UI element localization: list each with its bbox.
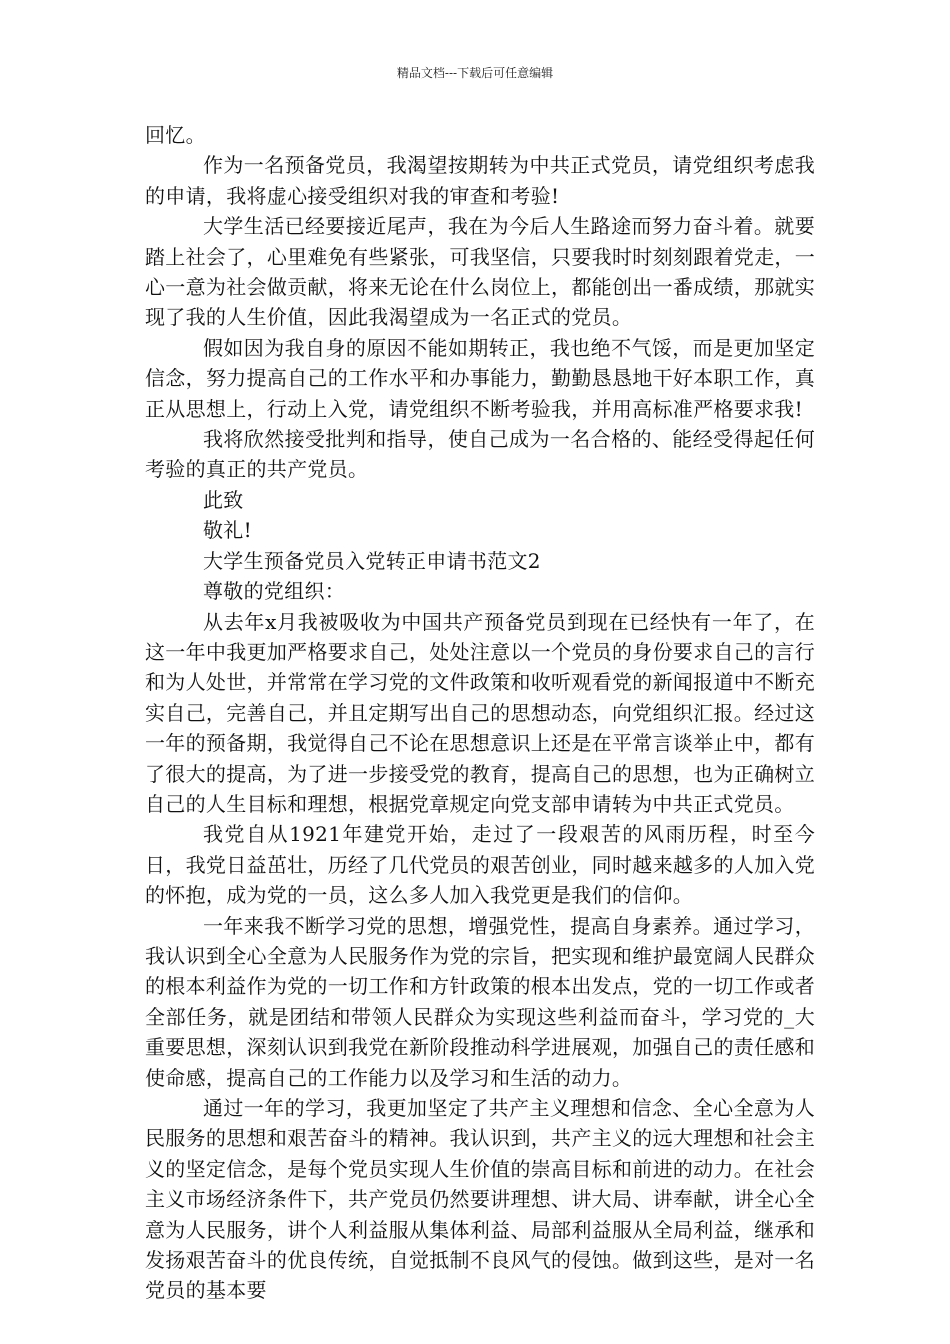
closing-respect: 敬礼!	[203, 518, 252, 543]
paragraph: 我党自从1921年建党开始，走过了一段艰苦的风雨历程，时至今日，我党日益茁壮，历经了几代党员的艰苦创业，同时越来越多的人加入党的怀抱，成为党的一员，这么多人加入我党更是我们的信仰。	[145, 822, 815, 908]
document-body	[145, 120, 815, 1306]
paragraph: 假如因为我自身的原因不能如期转正，我也绝不气馁，而是更加坚定信念，努力提高自己的工作水平和办事能力，勤勤恳恳地干好本职工作，真正从思想上，行动上入党，请党组织不断考验我，并用高标准严格要求我!	[145, 335, 815, 421]
section-title: 大学生预备党员入党转正申请书范文2	[203, 548, 541, 573]
closing-salutation: 此致	[203, 487, 244, 512]
letter-greeting: 尊敬的党组织：	[203, 579, 346, 604]
paragraph: 通过一年的学习，我更加坚定了共产主义理想和信念、全心全意为人民服务的思想和艰苦奋斗的精神。我认识到，共产主义的远大理想和社会主义的坚定信念，是每个党员实现人生价值的崇高目标和前进的动力。在社会主义市场经济条件下，共产党员仍然要讲理想、讲大局、讲奉献，讲全心全意为人民服务，讲个人利益服从集体利益、局部利益服从全局利益，继承和发扬艰苦奋斗的优良传统，自觉抵制不良风气的侵蚀。做到这些，是对一名党员的基本要	[145, 1096, 815, 1303]
page-header: 精品文档---下载后可任意编辑	[396, 66, 554, 80]
paragraph: 从去年x月我被吸收为中国共产预备党员到现在已经快有一年了，在这一年中我更加严格要求自己，处处注意以一个党员的身份要求自己的言行和为人处世，并常常在学习党的文件政策和收听观看党的新闻报道中不断充实自己，完善自己，并且定期写出自己的思想动态，向党组织汇报。经过这一年的预备期，我觉得自己不论在思想意识上还是在平常言谈举止中，都有了很大的提高，为了进一步接受党的教育，提高自己的思想，也为正确树立自己的人生目标和理想，根据党章规定向党支部申请转为中共正式党员。	[145, 609, 815, 816]
paragraph: 作为一名预备党员，我渴望按期转为中共正式党员，请党组织考虑我的申请，我将虚心接受组织对我的审查和考验!	[145, 153, 815, 208]
paragraph: 我将欣然接受批判和指导，使自己成为一名合格的、能经受得起任何考验的真正的共产党员。	[145, 427, 815, 482]
paragraph-continuation: 回忆。	[145, 123, 206, 147]
paragraph: 大学生活已经要接近尾声，我在为今后人生路途而努力奋斗着。就要踏上社会了，心里难免有些紧张，可我坚信，只要我时时刻刻跟着党走，一心一意为社会做贡献，将来无论在什么岗位上，都能创出一番成绩，那就实现了我的人生价值，因此我渴望成为一名正式的党员。	[145, 214, 815, 330]
paragraph: 一年来我不断学习党的思想，增强党性，提高自身素养。通过学习，我认识到全心全意为人民服务作为党的宗旨，把实现和维护最宽阔人民群众的根本利益作为党的一切工作和方针政策的根本出发点，党的一切工作或者全部任务，就是团结和带领人民群众为实现这些利益而奋斗，学习党的_大重要思想，深刻认识到我党在新阶段推动科学进展观，加强自己的责任感和使命感，提高自己的工作能力以及学习和生活的动力。	[145, 913, 815, 1090]
